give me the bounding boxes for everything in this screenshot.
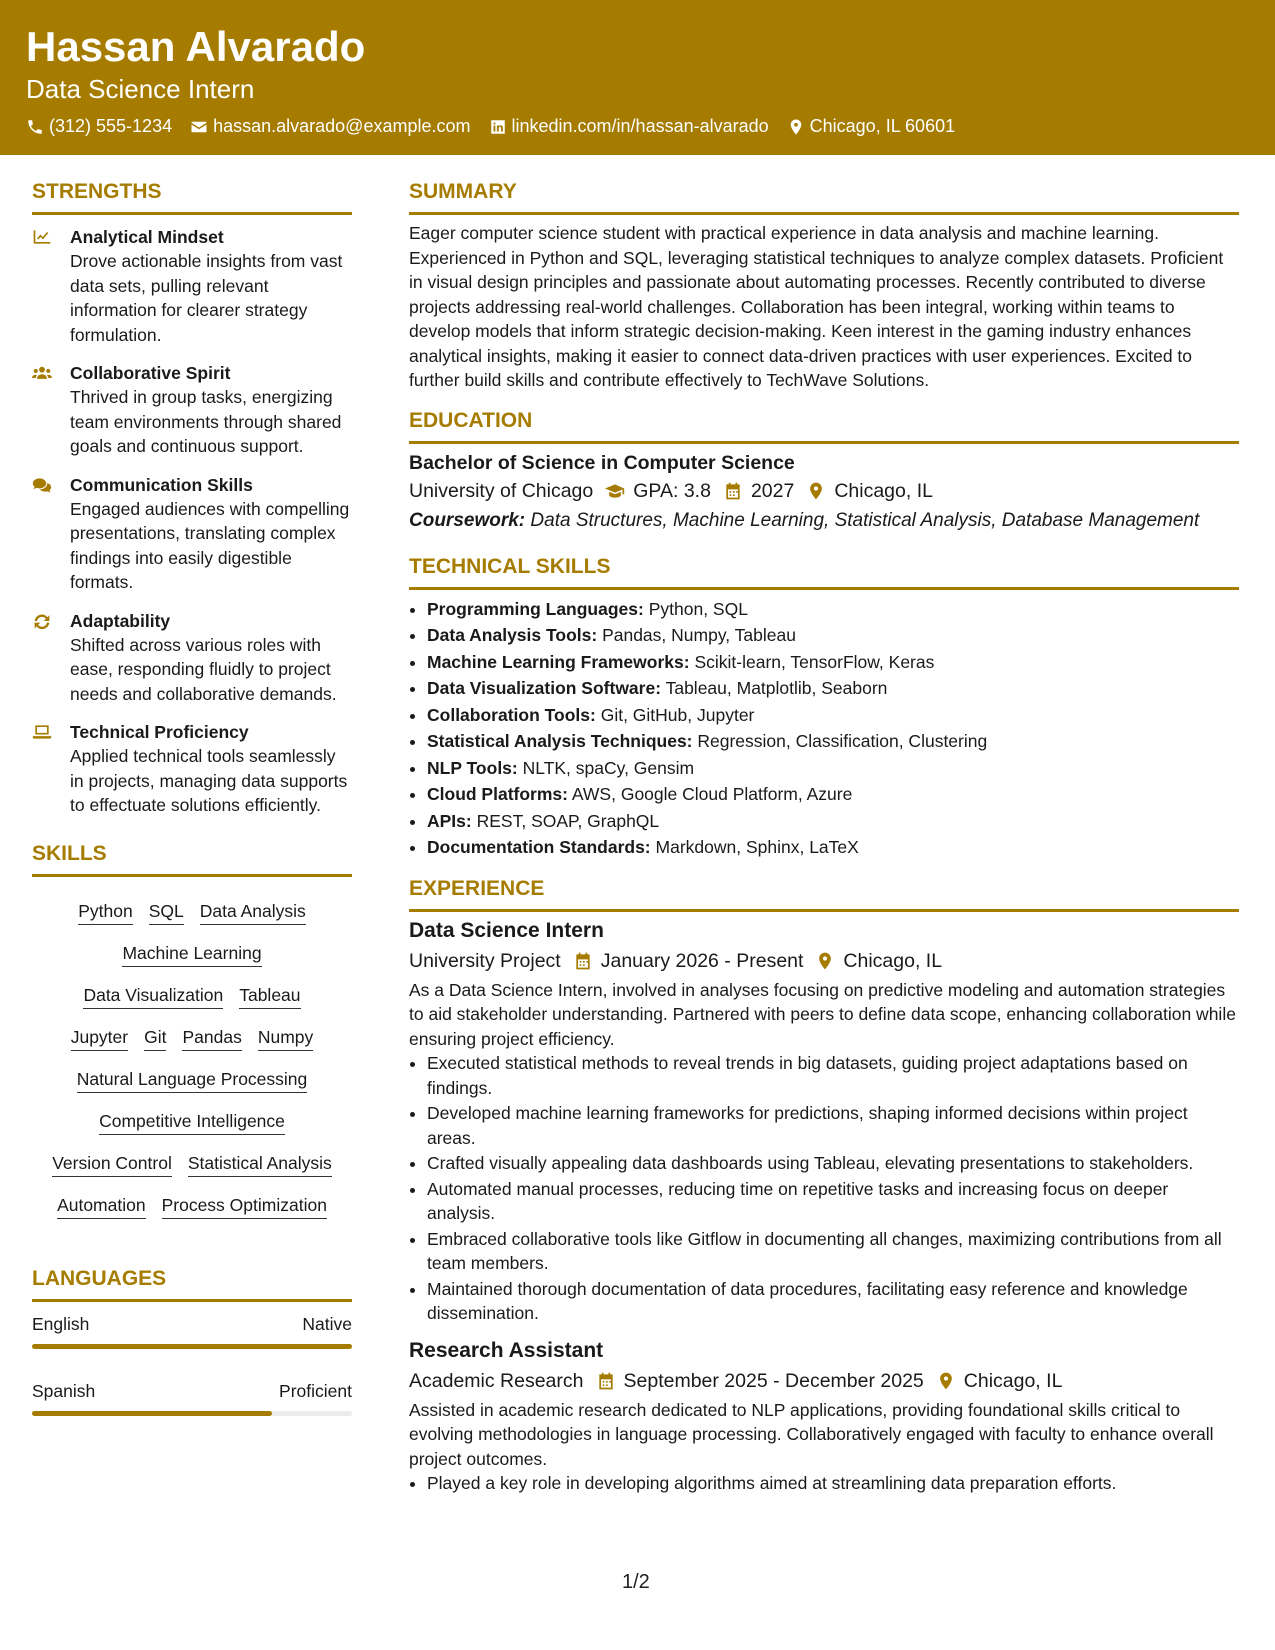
- section-divider: [409, 587, 1239, 590]
- list-item: • Collaboration Tools: Git, GitHub, Jupyter: [427, 702, 1239, 729]
- list-item: • Embraced collaborative tools like Gitflow in documenting all changes, maximizing contributions from all team members.: [427, 1227, 1239, 1276]
- section-divider: [409, 909, 1239, 912]
- language-bar-fill: [32, 1344, 352, 1349]
- list-item: • Machine Learning Frameworks: Scikit-learn, TensorFlow, Keras: [427, 649, 1239, 676]
- language-bar-fill: [32, 1411, 272, 1416]
- strength-item: [32, 720, 352, 818]
- skill-tag: Natural Language Processing: [77, 1067, 308, 1093]
- strength-item: [32, 361, 352, 459]
- language-name: Spanish: [32, 1380, 96, 1401]
- list-item: • Automated manual processes, reducing time on repetitive tasks and increasing focus on deeper analysis.: [427, 1177, 1239, 1226]
- strength-desc: Drove actionable insights from vast data sets, pulling relevant information for clearer strategy formulation.: [70, 251, 343, 345]
- job-dates: September 2025 - December 2025: [623, 1369, 924, 1392]
- linkedin-text: linkedin.com/in/hassan-alvarado: [511, 116, 769, 136]
- strength-title: Analytical Mindset: [70, 227, 224, 247]
- list-item: • NLP Tools: NLTK, spaCy, Gensim: [427, 755, 1239, 782]
- contact-linkedin[interactable]: [489, 116, 769, 137]
- skills-heading: SKILLS: [32, 841, 107, 865]
- contact-location: [787, 116, 955, 137]
- skill-tag: Numpy: [258, 1025, 313, 1051]
- sync-icon: [32, 612, 52, 630]
- right-column: [409, 178, 1239, 1497]
- job-meta: [409, 946, 1239, 976]
- coursework: [409, 508, 1239, 533]
- contact-bar: [26, 116, 1249, 137]
- section-divider: [409, 441, 1239, 444]
- job-description: As a Data Science Intern, involved in analyses focusing on predictive modeling and automation strategies to aid stakeholder understanding. Partnered with peers to define data scope, enhancing collaboration while ensuring project efficiency.: [409, 979, 1236, 1049]
- section-divider: [32, 1299, 352, 1302]
- skill-tag: Git: [144, 1025, 166, 1051]
- grad-year: 2027: [750, 479, 795, 502]
- strength-item: [32, 473, 352, 595]
- list-item: • Data Visualization Software: Tableau, Matplotlib, Seaborn: [427, 675, 1239, 702]
- strength-item: [32, 609, 352, 707]
- skill-tag: Data Analysis: [200, 899, 306, 925]
- summary-text: Eager computer science student with practical experience in data analysis and machine learning. Experienced in Python and SQL, leveraging statistical techniques to analyze complex datasets. Proficient in visual design principles and passionate about automating processes. Recently contributed to diverse projects addressing real-world challenges. Collaboration has been integral, working within teams to develop models that inform strategic decision-making. Keen interest in the gaming industry enhances analytical insights, making it easier to connect data-driven practices with user experiences. Excited to further build skills and contribute effectively to TechWave Solutions.: [409, 223, 1224, 390]
- job-meta: [409, 1366, 1239, 1396]
- coursework-label: Coursework:: [409, 509, 526, 531]
- candidate-name: Hassan Alvarado: [26, 23, 366, 70]
- users-icon: [32, 364, 52, 382]
- language-level: Proficient: [279, 1380, 352, 1401]
- skill-tag: Automation: [57, 1193, 146, 1219]
- map-marker-icon: [815, 951, 835, 971]
- page-number: 1/2: [622, 1571, 650, 1593]
- job-description: Assisted in academic research dedicated to NLP applications, providing foundational skills critical to evolving methodologies in language processing. Collaboratively engaged with faculty to enhance overall project outcomes.: [409, 1399, 1214, 1469]
- location-text: Chicago, IL 60601: [809, 116, 956, 136]
- calendar-icon: [596, 1371, 616, 1391]
- strength-desc: Applied technical tools seamlessly in projects, managing data supports to effectuate solutions efficiently.: [70, 746, 348, 815]
- skill-tag: Data Visualization: [83, 983, 223, 1009]
- skill-tag: SQL: [149, 899, 184, 925]
- phone-icon: [26, 118, 44, 136]
- candidate-role: Data Science Intern: [26, 74, 255, 104]
- email-text: hassan.alvarado@example.com: [213, 116, 471, 136]
- laptop-code-icon: [32, 723, 52, 741]
- skill-tag: Process Optimization: [162, 1193, 327, 1219]
- technical-skills-list: [409, 596, 1239, 861]
- list-item: • APIs: REST, SOAP, GraphQL: [427, 808, 1239, 835]
- skill-tag: Statistical Analysis: [188, 1151, 332, 1177]
- section-divider: [409, 212, 1239, 215]
- job-location: Chicago, IL: [843, 949, 943, 972]
- degree-title: Bachelor of Science in Computer Science: [409, 451, 795, 474]
- calendar-icon: [723, 481, 743, 501]
- strength-item: [32, 225, 352, 347]
- header: [0, 0, 1275, 155]
- skill-tag: Machine Learning: [122, 941, 261, 967]
- school-location: Chicago, IL: [834, 479, 933, 502]
- job-dates: January 2026 - Present: [600, 949, 804, 972]
- job-org: Academic Research: [409, 1369, 584, 1392]
- skill-tag: Competitive Intelligence: [99, 1109, 285, 1135]
- list-item: • Cloud Platforms: AWS, Google Cloud Platform, Azure: [427, 781, 1239, 808]
- job-org: University Project: [409, 949, 561, 972]
- gpa-text: GPA: 3.8: [633, 479, 711, 502]
- list-item: • Programming Languages: Python, SQL: [427, 596, 1239, 623]
- list-item: • Documentation Standards: Markdown, Sphinx, LaTeX: [427, 834, 1239, 861]
- strength-title: Adaptability: [70, 610, 171, 631]
- contact-phone[interactable]: [26, 116, 172, 137]
- list-item: • Statistical Analysis Techniques: Regression, Classification, Clustering: [427, 728, 1239, 755]
- job-title: Data Science Intern: [409, 918, 604, 942]
- job-title: Research Assistant: [409, 1338, 604, 1362]
- chart-line-icon: [32, 228, 52, 246]
- job-bullets: [409, 1051, 1239, 1326]
- strength-title: Collaborative Spirit: [70, 363, 231, 383]
- list-item: • Developed machine learning frameworks for predictions, shaping informed decisions within project areas.: [427, 1101, 1239, 1150]
- list-item: • Maintained thorough documentation of data procedures, facilitating easy reference and knowledge dissemination.: [427, 1277, 1239, 1326]
- section-divider: [32, 874, 352, 877]
- strengths-heading: STRENGTHS: [32, 180, 162, 203]
- phone-text: (312) 555-1234: [49, 116, 173, 136]
- skill-tag: Version Control: [52, 1151, 172, 1177]
- map-marker-icon: [936, 1371, 956, 1391]
- job-location: Chicago, IL: [963, 1369, 1063, 1392]
- section-divider: [32, 212, 352, 215]
- language-bar: [32, 1411, 352, 1416]
- school-name: University of Chicago: [409, 479, 594, 502]
- strength-desc: Thrived in group tasks, energizing team environments through shared goals and continuous support.: [70, 387, 342, 456]
- language-name: English: [32, 1313, 90, 1334]
- left-column: [32, 178, 352, 1446]
- education-heading: EDUCATION: [409, 408, 533, 432]
- strength-title: Technical Proficiency: [70, 722, 249, 742]
- job-entry: [409, 916, 1239, 1326]
- skills-list: [32, 887, 352, 1227]
- coursework-text: Data Structures, Machine Learning, Statistical Analysis, Database Management: [530, 509, 1200, 531]
- map-marker-icon: [787, 118, 805, 136]
- linkedin-icon: [489, 118, 507, 136]
- job-bullets: [409, 1471, 1239, 1496]
- summary-heading: SUMMARY: [409, 180, 517, 203]
- envelope-icon: [190, 118, 208, 136]
- strength-desc: Engaged audiences with compelling presentations, translating complex findings into easily digestible formats.: [70, 498, 350, 592]
- map-marker-icon: [806, 481, 826, 501]
- language-level: Native: [302, 1313, 352, 1334]
- skill-tag: Tableau: [239, 983, 300, 1009]
- language-bar: [32, 1344, 352, 1349]
- education-meta: [409, 476, 1239, 506]
- skill-tag: Python: [78, 899, 132, 925]
- contact-email[interactable]: [190, 116, 470, 137]
- calendar-icon: [573, 951, 593, 971]
- language-item: [32, 1312, 352, 1349]
- list-item: • Played a key role in developing algorithms aimed at streamlining data preparation efforts.: [427, 1471, 1239, 1496]
- list-item: • Executed statistical methods to reveal trends in big datasets, guiding project adaptations based on findings.: [427, 1051, 1239, 1100]
- strength-desc: Shifted across various roles with ease, responding fluidly to project needs and collaborative demands.: [70, 634, 337, 704]
- language-item: [32, 1379, 352, 1416]
- experience-heading: EXPERIENCE: [409, 876, 545, 900]
- strength-title: Communication Skills: [70, 474, 253, 495]
- languages-heading: LANGUAGES: [32, 1266, 167, 1290]
- list-item: • Crafted visually appealing data dashboards using Tableau, elevating presentations to stakeholders.: [427, 1151, 1239, 1176]
- graduation-cap-icon: [605, 481, 625, 501]
- list-item: • Data Analysis Tools: Pandas, Numpy, Tableau: [427, 622, 1239, 649]
- skill-tag: Jupyter: [71, 1025, 128, 1051]
- skill-tag: Pandas: [182, 1025, 241, 1051]
- comments-icon: [32, 476, 52, 494]
- job-entry: [409, 1336, 1239, 1496]
- technical-skills-heading: TECHNICAL SKILLS: [409, 554, 611, 578]
